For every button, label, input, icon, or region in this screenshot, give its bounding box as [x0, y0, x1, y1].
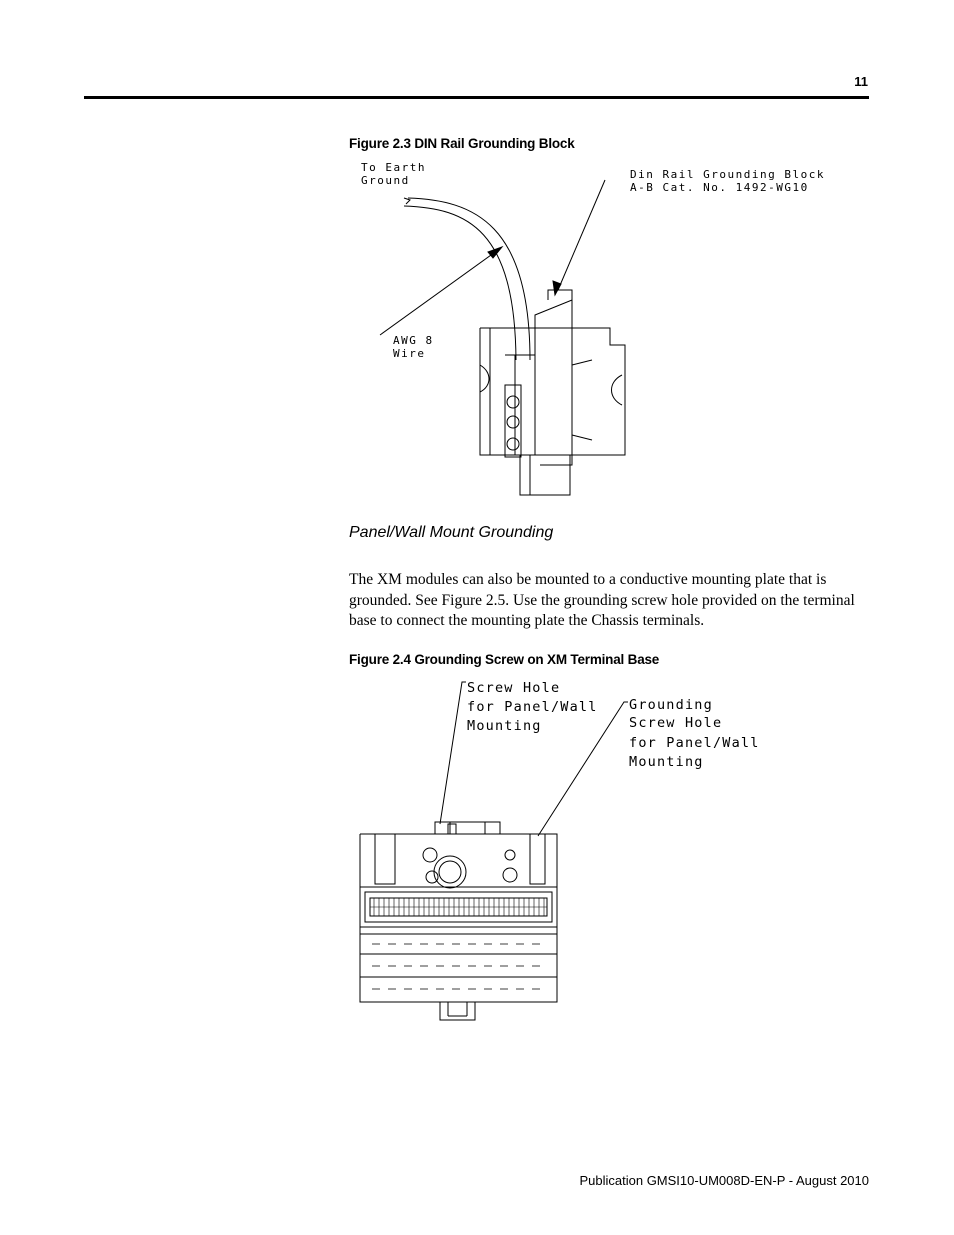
terminal-screws: [372, 944, 540, 989]
label-wire: Wire: [393, 347, 426, 360]
grounding-screw-hole: [503, 868, 517, 882]
figure-2-3-caption: Figure 2.3 DIN Rail Grounding Block: [349, 136, 575, 151]
footer-publication: Publication GMSI10-UM008D-EN-P - August 2010: [579, 1173, 869, 1188]
figure-2-3-din-rail-grounding-block: [340, 150, 825, 505]
leader-arrows: [380, 180, 605, 335]
label-awg8: AWG 8: [393, 334, 434, 347]
section-paragraph: The XM modules can also be mounted to a conductive mounting plate that is grounded. See Figure 2.5. Use the grounding screw hole provided on the terminal base to connect the mounting plate the Chassis terminals.: [349, 571, 855, 629]
section-heading: Panel/Wall Mount Grounding: [349, 524, 554, 541]
terminal-base: [360, 822, 557, 1020]
figure-2-4-caption: Figure 2.4 Grounding Screw on XM Terminal Base: [349, 652, 660, 667]
header-rule: [84, 96, 869, 99]
label-screw-hole-2: Screw Hole: [629, 715, 723, 731]
label-for-panel-wall-2: for Panel/Wall: [629, 735, 760, 751]
label-mounting-2: Mounting: [629, 754, 704, 770]
page-number: 11: [854, 74, 868, 89]
din-rail: [480, 328, 625, 495]
label-mounting: Mounting: [467, 718, 542, 734]
panel-mount-screw-hole: [423, 848, 437, 862]
label-screw-hole: Screw Hole: [467, 680, 561, 696]
figure-2-4-grounding-screw-terminal-base: [350, 672, 770, 1032]
label-to-earth: To Earth: [361, 161, 426, 174]
label-cat-no: A-B Cat. No. 1492-WG10: [630, 181, 809, 194]
label-for-panel-wall: for Panel/Wall: [467, 699, 598, 715]
label-ground: Ground: [361, 174, 410, 187]
label-din-rail-block: Din Rail Grounding Block: [630, 168, 825, 181]
connector-pins: [370, 898, 547, 916]
grounding-block: [505, 290, 592, 465]
label-grounding: Grounding: [629, 697, 713, 713]
